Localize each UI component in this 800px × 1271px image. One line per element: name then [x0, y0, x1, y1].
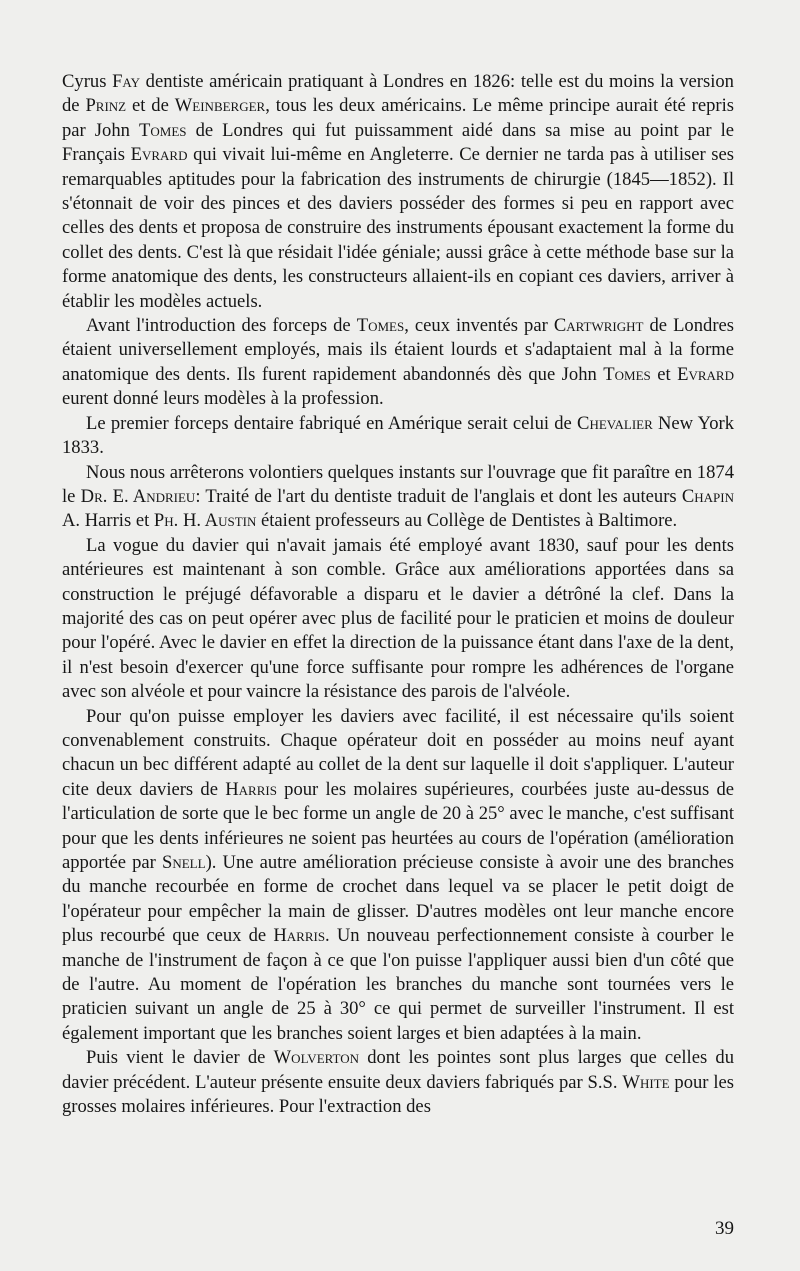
text-run: ). Une autre amélioration précieuse consiste à avoir une des branches du manche recourbée en forme de crochet dans lequel va se placer le petit doigt de l'opérateur pour empêcher la main de glisser. D'autres modèles ont leur manche encore plus recourbé que ceux de: [62, 852, 734, 947]
proper-name: Chapin: [681, 485, 734, 507]
text-run: Cyrus: [62, 71, 113, 92]
proper-name: Evrard: [677, 363, 734, 385]
text-run: pour les molaires supérieures, courbées juste au-dessus de l'articulation de sorte que le bec forme un angle de 20 à 25° avec le manche, c'est suffisant pour que les dents inférieures ne soient pas heurtées au cours de l'opération (amélioration apportée par: [62, 778, 734, 873]
page-number: 39: [715, 1218, 734, 1239]
text-run: dentiste américain pratiquant à Londres en 1826: telle est du moins la version de: [62, 71, 734, 117]
text-run: de Londres qui fut puissamment aidé dans sa mise au point par le Français: [62, 119, 734, 166]
proper-name: Harris: [273, 925, 326, 947]
text-run: étaient professeurs au Collège de Dentistes à Baltimore.: [256, 510, 678, 532]
text-run: Puis vient le davier de: [86, 1047, 274, 1069]
body-text: [62, 70, 734, 1119]
text-run: qui vivait lui-même en Angleterre. Ce dernier ne tarda pas à utiliser ses remarquables aptitudes pour la fabrication des instruments de chirurgie (1845—1852). Il s'étonnait de voir des pinces et des daviers posséder des formes si peu en rapport avec celles des dents et proposa de construire des instruments épousant exactement la forme du collet des dents. C'est là que résidait l'idée géniale; aussi grâce à cette méthode base sur la forme anatomique des dents, les constructeurs allaient-ils en copiant ces daviers, arriver à établir les modèles actuels.: [62, 144, 735, 312]
text-run: , tous les deux américains. Le même principe aurait été repris par John: [62, 95, 734, 141]
text-run: de Londres étaient universellement employés, mais ils étaient lourds et s'adaptaient mal à la forme anatomique des dents. Ils furent rapidement abandonnés dès que John: [62, 315, 734, 385]
text-run: Nous nous arrêterons volontiers quelques instants sur l'ouvrage que fit paraître en 1874 le: [62, 461, 734, 507]
paragraph: [62, 534, 734, 705]
text-run: pour les grosses molaires inférieures. Pour l'extraction des: [62, 1071, 734, 1118]
text-run: La vogue du davier qui n'avait jamais été employé avant 1830, sauf pour les dents antérieures est maintenant à son comble. Grâce aux améliorations apportées dans sa construction le préjugé défavorable a disparu et le davier a détrôné la clef. Dans la majorité des cas on peut opérer avec plus de facilité pour le praticien et moins de douleur pour l'opéré. Avec le davier en effet la direction de la puissance étant dans l'axe de la dent, il n'est besoin d'exercer qu'une force suffisante pour rompre les adhérences de l'organe avec son alvéole et pour vaincre la résistance des parois de l'alvéole.: [62, 534, 734, 703]
text-run: et de: [126, 95, 175, 117]
proper-name: Prinz: [85, 95, 127, 117]
proper-name: Evrard: [130, 144, 188, 166]
proper-name: Chevalier: [577, 412, 653, 434]
text-run: Avant l'introduction des forceps de: [86, 315, 357, 337]
proper-name: Tomes: [139, 119, 187, 141]
proper-name: White: [622, 1071, 670, 1093]
proper-name: Tomes: [603, 363, 651, 385]
proper-name: Fay: [112, 71, 141, 92]
proper-name: Tomes: [356, 315, 405, 337]
text-run: et: [650, 363, 678, 385]
text-run: Le premier forceps dentaire fabriqué en Amérique serait celui de: [86, 412, 578, 434]
text-run: A. Harris et: [62, 510, 154, 532]
proper-name: Ph. H. Austin: [153, 510, 257, 532]
proper-name: Wolverton: [273, 1047, 360, 1069]
text-run: , ceux inventés par: [404, 315, 554, 337]
proper-name: Dr. E. Andrieu: [80, 485, 196, 507]
text-run: eurent donné leurs modèles à la profession.: [62, 388, 384, 410]
paragraph: [62, 412, 734, 461]
text-run: : Traité de l'art du dentiste traduit de l'anglais et dont les auteurs: [195, 485, 682, 507]
paragraph: [62, 1046, 734, 1119]
paragraph: [62, 705, 734, 1047]
proper-name: Harris: [225, 778, 277, 800]
text-run: . Un nouveau perfectionnement consiste à courber le manche de l'instrument de façon à ce que l'on puisse l'appliquer aussi bien d'un côté que de l'autre. Au moment de l'opération les branches du manche sont tournées vers le praticien suivant un angle de 25 à 30° ce qui permet de surveiller l'instrument. Il est également important que les branches soient larges et bien adaptées à la main.: [62, 925, 734, 1044]
paragraph: [62, 70, 734, 314]
paragraph: [62, 314, 734, 412]
proper-name: Snell: [162, 852, 206, 873]
proper-name: Weinberger: [174, 95, 266, 117]
text-run: Pour qu'on puisse employer les daviers avec facilité, il est nécessaire qu'ils soient convenablement construits. Chaque opérateur doit en posséder au moins neuf ayant chacun un bec différent adapté au collet de la dent sur laquelle il doit s'appliquer. L'auteur cite deux daviers de: [62, 705, 734, 800]
proper-name: Cartwright: [553, 315, 644, 337]
text-run: dont les pointes sont plus larges que celles du davier précédent. L'auteur présente ensuite deux daviers fabriqués par S.S.: [62, 1047, 735, 1093]
text-run: New York 1833.: [62, 412, 734, 459]
paragraph: [62, 461, 734, 534]
